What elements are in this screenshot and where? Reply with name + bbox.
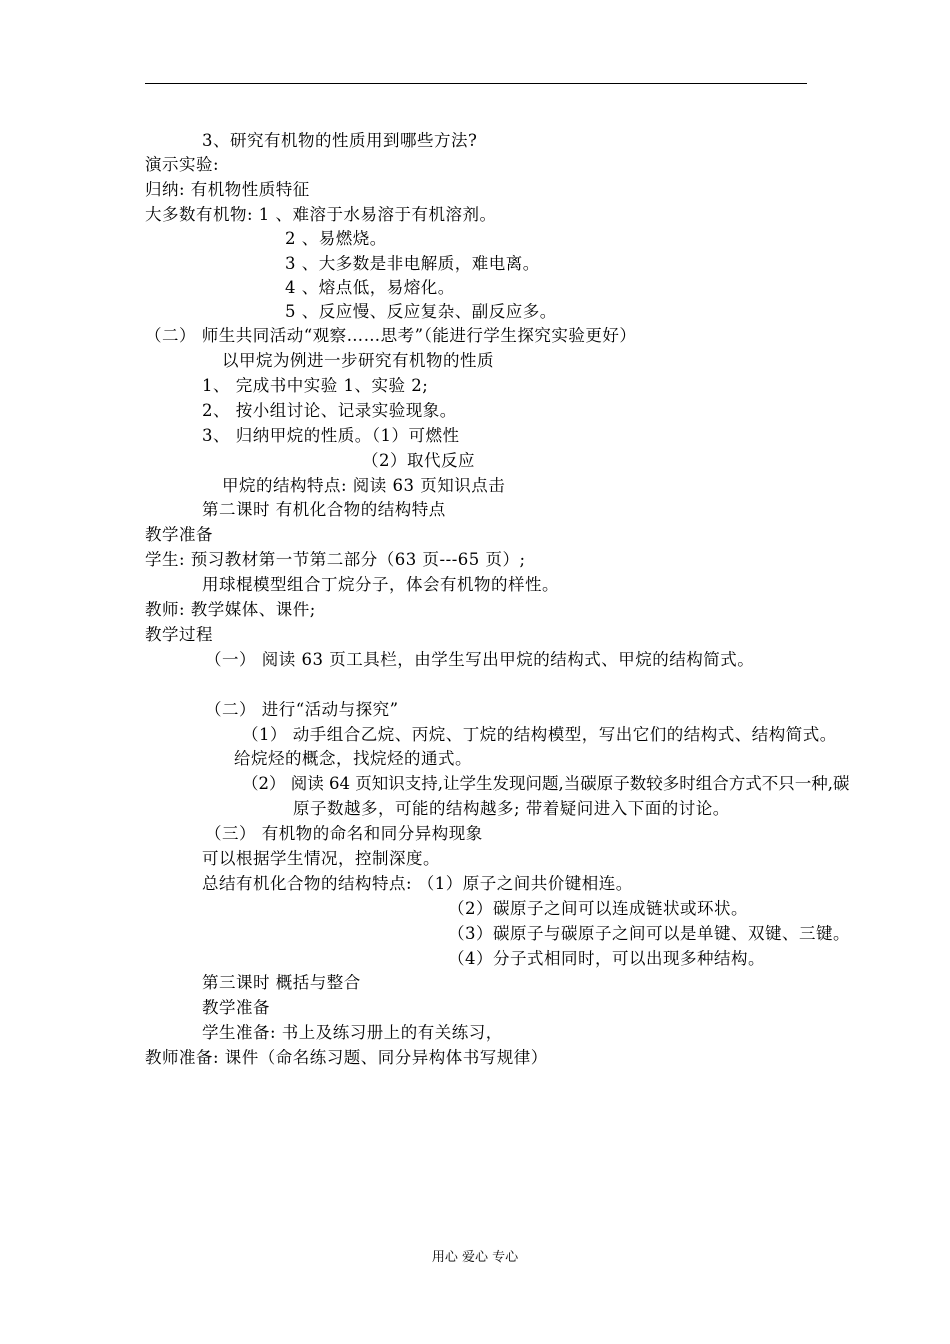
text-line: 教学准备	[145, 525, 213, 544]
text-line: （1） 动手组合乙烷、丙烷、丁烷的结构模型，写出它们的结构式、结构简式。	[242, 725, 837, 744]
text-line: 可以根据学生情况，控制深度。	[202, 849, 440, 868]
lesson-heading: 第三课时 概括与整合	[202, 973, 361, 992]
text-line: （2）碳原子之间可以连成链状或环状。	[448, 899, 748, 918]
page-footer: 用心 爱心 专心	[431, 1250, 519, 1265]
text-line: 学生准备: 书上及练习册上的有关练习，	[202, 1023, 503, 1042]
text-line: （一） 阅读 63 页工具栏，由学生写出甲烷的结构式、甲烷的结构简式。	[205, 650, 755, 669]
text-line: 用球棍模型组合丁烷分子，体会有机物的样性。	[202, 575, 559, 594]
section-heading: （二） 师生共同活动“观察……思考”（能进行学生探究实验更好）	[145, 326, 637, 345]
list-item: 1、 完成书中实验 1、实验 2;	[202, 376, 429, 395]
text-line: （2） 阅读 64 页知识支持,让学生发现问题,当碳原子数较多时组合方式不只一种,碳	[242, 774, 850, 793]
list-item: 2、 按小组讨论、记录实验现象。	[202, 401, 457, 420]
text-line: 学生: 预习教材第一节第二部分（63 页---65 页）;	[145, 550, 526, 569]
text-line: 甲烷的结构特点: 阅读 63 页知识点击	[222, 476, 506, 495]
text-line: 4 、熔点低，易熔化。	[285, 278, 455, 297]
text-line: 教师: 教学媒体、课件;	[145, 600, 316, 619]
list-item: 3、 归纳甲烷的性质。（1）可燃性	[202, 426, 460, 445]
text-line: 教学准备	[202, 998, 270, 1017]
text-line: 教学过程	[145, 625, 213, 644]
text-line: 大多数有机物: 1 、难溶于水易溶于有机溶剂。	[145, 205, 497, 224]
text-line: 教师准备: 课件（命名练习题、同分异构体书写规律）	[145, 1048, 548, 1067]
lesson-heading: 第二课时 有机化合物的结构特点	[202, 500, 446, 519]
text-line: （3）碳原子与碳原子之间可以是单键、双键、三键。	[448, 924, 850, 943]
text-line: （4）分子式相同时，可以出现多种结构。	[448, 949, 765, 968]
text-line: 5 、反应慢、反应复杂、副反应多。	[285, 302, 557, 321]
text-line: 演示实验:	[145, 155, 220, 174]
text-line: 总结有机化合物的结构特点: （1）原子之间共价键相连。	[202, 874, 633, 893]
text-line: （2）取代反应	[362, 451, 475, 470]
text-line: 归纳: 有机物性质特征	[145, 180, 310, 199]
text-line: 原子数越多，可能的结构越多; 带着疑问进入下面的讨论。	[293, 799, 730, 818]
text-line: 给烷烃的概念，找烷烃的通式。	[234, 749, 472, 768]
text-line: （三） 有机物的命名和同分异构现象	[205, 824, 483, 843]
text-line: 2 、易燃烧。	[285, 229, 387, 248]
text-line: 3 、大多数是非电解质，难电离。	[285, 254, 540, 273]
text-line: （二） 进行“活动与探究”	[205, 700, 399, 719]
text-line: 3、研究有机物的性质用到哪些方法?	[202, 131, 478, 150]
text-line: 以甲烷为例进一步研究有机物的性质	[222, 351, 494, 370]
header-rule	[145, 83, 807, 84]
